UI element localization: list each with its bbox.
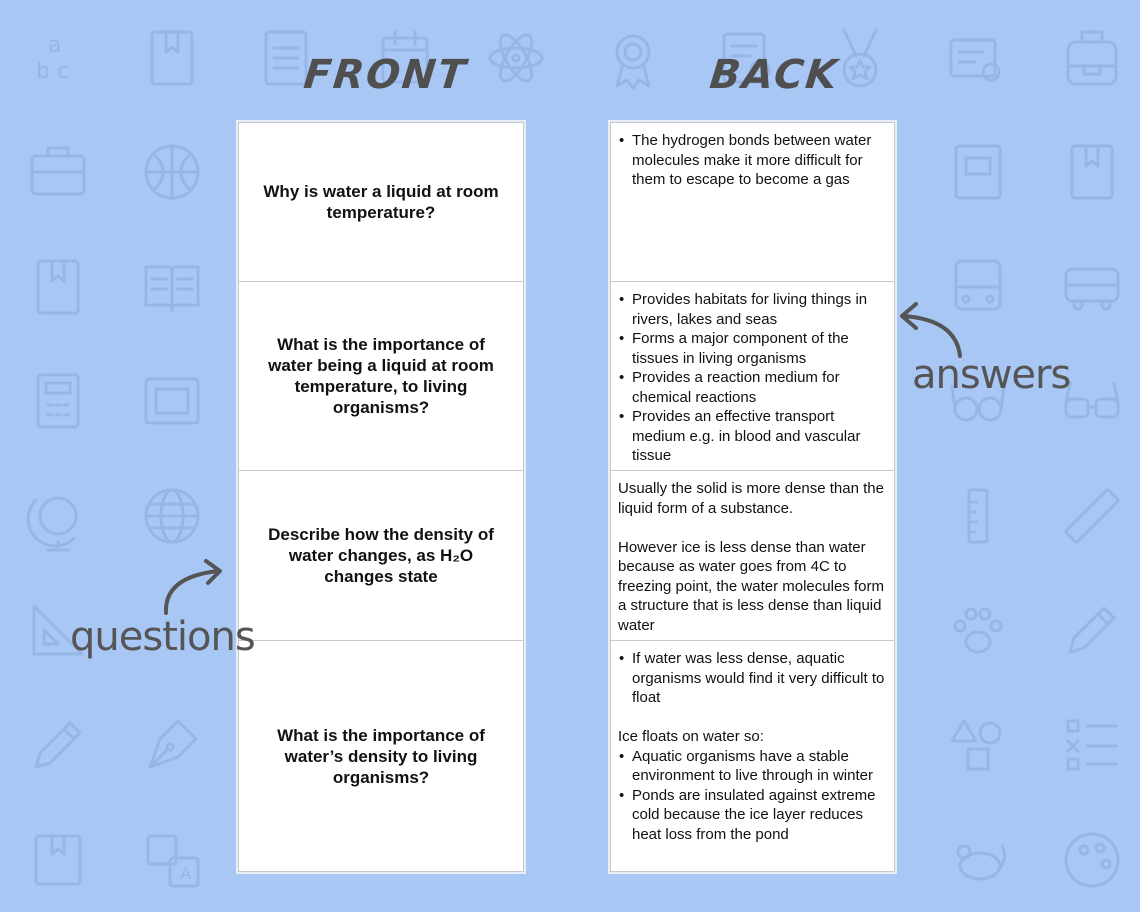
bus-icon	[1066, 269, 1118, 309]
pencil-icon	[1070, 608, 1114, 652]
answer-paragraph: Usually the solid is more dense than the liquid form of a substance.	[618, 480, 884, 517]
pencil-icon	[36, 723, 80, 767]
bookmark-book-icon	[36, 836, 80, 884]
answer-card-4	[611, 641, 894, 871]
front-card-column	[238, 122, 524, 872]
diploma-icon	[951, 40, 999, 80]
palette-icon	[1066, 834, 1118, 886]
answer-bullet-item: • Ponds are insulated against extreme cold because the ice layer reduces heat loss from the pond	[618, 786, 886, 845]
answers-arrow-icon	[890, 296, 980, 366]
answer-bullet-item: • Provides a reaction medium for chemical reactions	[618, 368, 886, 407]
answers-annotation: answers	[912, 352, 1071, 398]
answer-bullet-list	[618, 131, 886, 190]
answer-bullet-item: • Provides an effective transport medium e.g. in blood and vascular tissue	[618, 407, 886, 466]
answer-card-1	[611, 123, 894, 282]
question-card-3	[239, 471, 523, 641]
back-card-column	[610, 122, 895, 872]
briefcase-icon	[32, 148, 84, 194]
answer-bullet-item: • The hydrogen bonds between water molecules make it more difficult for them to escape to become a gas	[618, 131, 886, 190]
answer-content	[611, 282, 894, 466]
glasses-icon	[1066, 383, 1118, 417]
ruler-icon	[1065, 489, 1119, 543]
back-heading: BACK	[707, 52, 841, 98]
notebook-icon	[266, 32, 306, 84]
pen-nib-icon	[150, 721, 196, 767]
questions-arrow-icon	[150, 555, 240, 625]
question-card-2	[239, 282, 523, 471]
checklist-icon	[1068, 721, 1116, 769]
globe-stand-icon	[28, 498, 76, 550]
answer-bullet-item: • Forms a major component of the tissues in living organisms	[618, 329, 886, 368]
answer-content	[611, 123, 894, 190]
mouse-icon	[958, 846, 1005, 879]
svg-text:a: a	[48, 33, 62, 58]
medal-icon	[844, 30, 876, 86]
answer-bullet-list	[618, 747, 886, 845]
paw-icon	[955, 609, 1001, 652]
answer-bullet-item: • If water was less dense, aquatic organisms would find it very difficult to float	[618, 649, 886, 708]
svg-text:A: A	[180, 864, 191, 883]
book-icon	[956, 146, 1000, 198]
questions-annotation: questions	[70, 614, 255, 660]
answer-spacer	[618, 708, 886, 728]
question-card-1	[239, 123, 523, 282]
basketball-icon	[146, 146, 198, 198]
abc-icon	[36, 33, 69, 84]
picture-frame-icon	[146, 379, 198, 423]
front-heading: FRONT	[301, 52, 470, 98]
question-text: Why is water a liquid at room temperature?	[263, 182, 499, 222]
answer-bullet-item: • Provides habitats for living things in rivers, lakes and seas	[618, 290, 886, 329]
svg-text:b c: b c	[36, 59, 70, 84]
ruler-icon	[969, 490, 987, 542]
question-text: Describe how the density of water changes, as H₂O changes state	[268, 525, 494, 586]
answer-card-3	[611, 471, 894, 641]
answer-content	[611, 641, 894, 844]
award-ribbon-icon	[617, 36, 649, 88]
answer-content	[611, 471, 894, 635]
answer-spacer	[618, 518, 886, 538]
question-text: What is the importance of water being a liquid at room temperature, to living organisms?	[268, 335, 494, 417]
answer-paragraph: Ice floats on water so:	[618, 728, 764, 745]
atom-icon	[490, 30, 542, 85]
answer-bullet-item: • Aquatic organisms have a stable environment to live through in winter	[618, 747, 886, 786]
book-icon	[38, 261, 78, 313]
backpack-icon	[1068, 32, 1116, 84]
answer-bullet-list	[618, 649, 886, 708]
calculator-icon	[38, 375, 78, 427]
answer-card-2	[611, 282, 894, 471]
question-text: What is the importance of water’s density to living organisms?	[277, 725, 485, 787]
open-book-icon	[146, 267, 198, 311]
shapes-icon	[952, 721, 1000, 769]
bookmark-book-icon	[152, 32, 192, 84]
question-card-4	[239, 641, 523, 871]
globe-icon	[146, 490, 198, 542]
answer-paragraph: However ice is less dense than water because as water goes from 4C to freezing point, the water molecules form a structure that is less dense than liquid water	[618, 538, 884, 634]
answer-bullet-list	[618, 290, 886, 466]
translate-icon	[148, 836, 198, 886]
bookmark-book-icon	[1072, 146, 1112, 198]
